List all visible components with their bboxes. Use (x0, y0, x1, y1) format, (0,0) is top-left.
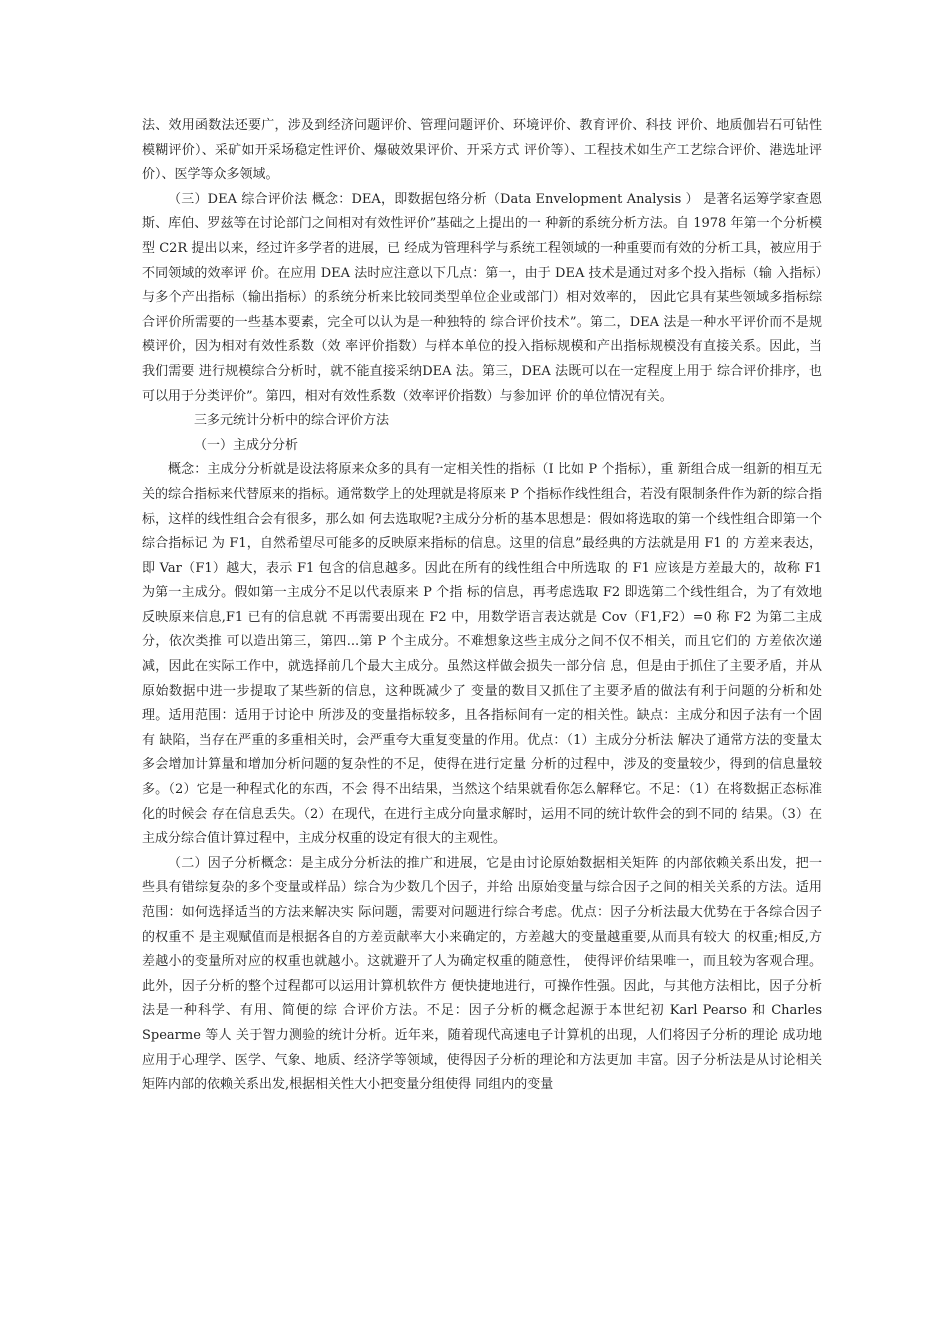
section-heading-multivariate: 三多元统计分析中的综合评价方法 (194, 413, 390, 429)
paragraph-evaluation-fields: 法、效用函数法还要广，涉及到经济问题评价、管理问题评价、环境评价、教育评价、科技 评价、地质伽岩石可钻性模糊评价）、采矿如开采场稳定性评价、爆破效果评价、开采方式 评价等）、工程技术如生产工艺综合评价、港选址评价）、医学等众多领域。 (142, 118, 822, 183)
paragraph-dea-method: （三）DEA 综合评价法 概念：DEA，即数据包络分析（Data Envelopment Analysis ） 是著名运筹学家查恩斯、库伯、罗兹等在讨论部门之间相对有效性评价”基础之上提出的一 种新的系统分析方法。自 1978 年第一个分析模型 C2R 提出以来，经过许多学者的进展，已 经成为管理科学与系统工程领域的一种重要而有效的分析工具，被应用于不同领域的效率评 价。在应用 DEA 法时应注意以下几点：第一，由于 DEA 技术是通过对多个投入指标（输 入指标）与多个产出指标（输出指标）的系统分析来比较同类型单位企业或部门）相对效率的， 因此它具有某些领域多指标综合评价所需要的一些基本要素，完全可以认为是一种独特的 综合评价技术”。第二，DEA 法是一种水平评价而不是规模评价，因为相对有效性系数（效 率评价指数）与样本单位的投入指标规模和产出指标规模没有直接关系。因此，当我们需要 进行规模综合分析时，就不能直接采纳DEA 法。第三，DEA 法既可以在一定程度上用于 综合评价排序，也可以用于分类评价”。第四，相对有效性系数（效率评价指数）与参加评 价的单位情况有关。 (142, 191, 822, 404)
paragraph-factor-analysis: （二）因子分析概念：是主成分分析法的推广和进展，它是由讨论原始数据相关矩阵 的内部依赖关系出发，把一些具有错综复杂的多个变量或样品）综合为少数几个因子，并给 出原始变量与综合因子之间的相关关系的方法。适用范围：如何选择适当的方法来解决实 际问题，需要对问题进行综合考虑。优点：因子分析法最大优势在于各综合因子的权重不 是主观赋值而是根据各自的方差贡献率大小来确定的，方差越大的变量越重要,从而具有较大 的权重;相反,方差越小的变量所对应的权重也就越小。这就避开了人为确定权重的随意性， 使得评价结果唯一，而且较为客观合理。此外，因子分析的整个过程都可以运用计算机软件方 便快捷地进行，可操作性强。因此，与其他方法相比，因子分析法是一种科学、有用、简便的综 合评价方法。不足：因子分析的概念起源于本世纪初 Karl Pearso 和 Charles Spearme 等人 关于智力测验的统计分析。近年来，随着现代高速电子计算机的出现，人们将因子分析的理论 成功地应用于心理学、医学、气象、地质、经济学等领域，使得因子分析的理论和方法更加 丰富。因子分析法是从讨论相关矩阵内部的依赖关系出发,根据相关性大小把变量分组使得 同组内的变量 (142, 855, 822, 1093)
paragraph-pca: 概念：主成分分析就是设法将原来众多的具有一定相关性的指标（I 比如 P 个指标），重 新组合成一组新的相互无关的综合指标来代替原来的指标。通常数学上的处理就是将原来 P 个指标作线性组合，若没有限制条件作为新的综合指标，这样的线性组合会有很多，那么如 何去选取呢?主成分分析的基本思想是：假如将选取的第一个线性组合即第一个综合指标记 为 F1，自然希望尽可能多的反映原来指标的信息。这里的信息”最经典的方法就是用 F1 的 方差来表达，即 Var（F1）越大，表示 F1 包含的信息越多。因此在所有的线性组合中所选取 的 F1 应该是方差最大的，故称 F1 为第一主成分。假如第一主成分不足以代表原来 P 个指 标的信息，再考虑选取 F2 即选第二个线性组合，为了有效地反映原来信息,F1 已有的信息就 不再需要出现在 F2 中，用数学语言表达就是 Cov（F1,F2）=0 称 F2 为第二主成分，依次类推 可以造出第三，第四...第 P 个主成分。不难想象这些主成分之间不仅不相关，而且它们的 方差依次递减，因此在实际工作中，就选择前几个最大主成分。虽然这样做会损失一部分信 息，但是由于抓住了主要矛盾，并从原始数据中进一步提取了某些新的信息，这种既减少了 变量的数目又抓住了主要矛盾的做法有利于问题的分析和处理。适用范围：适用于讨论中 所涉及的变量指标较多，且各指标间有一定的相关性。缺点：主成分和因子法有一个固有 缺陷，当存在严重的多重相关时，会严重夸大重复变量的作用。优点：（1）主成分分析法 解决了通常方法的变量太多会增加计算量和增加分析问题的复杂性的不足，使得在进行定量 分析的过程中，涉及的变量较少，得到的信息量较多。（2）它是一种程式化的东西，不会 得不出结果，当然这个结果就看你怎么解释它。不足：（1）在将数据正态标准化的时候会 存在信息丢失。（2）在现代，在进行主成分向量求解时，运用不同的统计软件会的到不同的 结果。（3）在主成分综合值计算过程中，主成分权重的设定有很大的主观性。 (142, 462, 823, 847)
subsection-heading-pca: （一）主成分分析 (194, 437, 299, 453)
document-body (142, 114, 822, 1098)
